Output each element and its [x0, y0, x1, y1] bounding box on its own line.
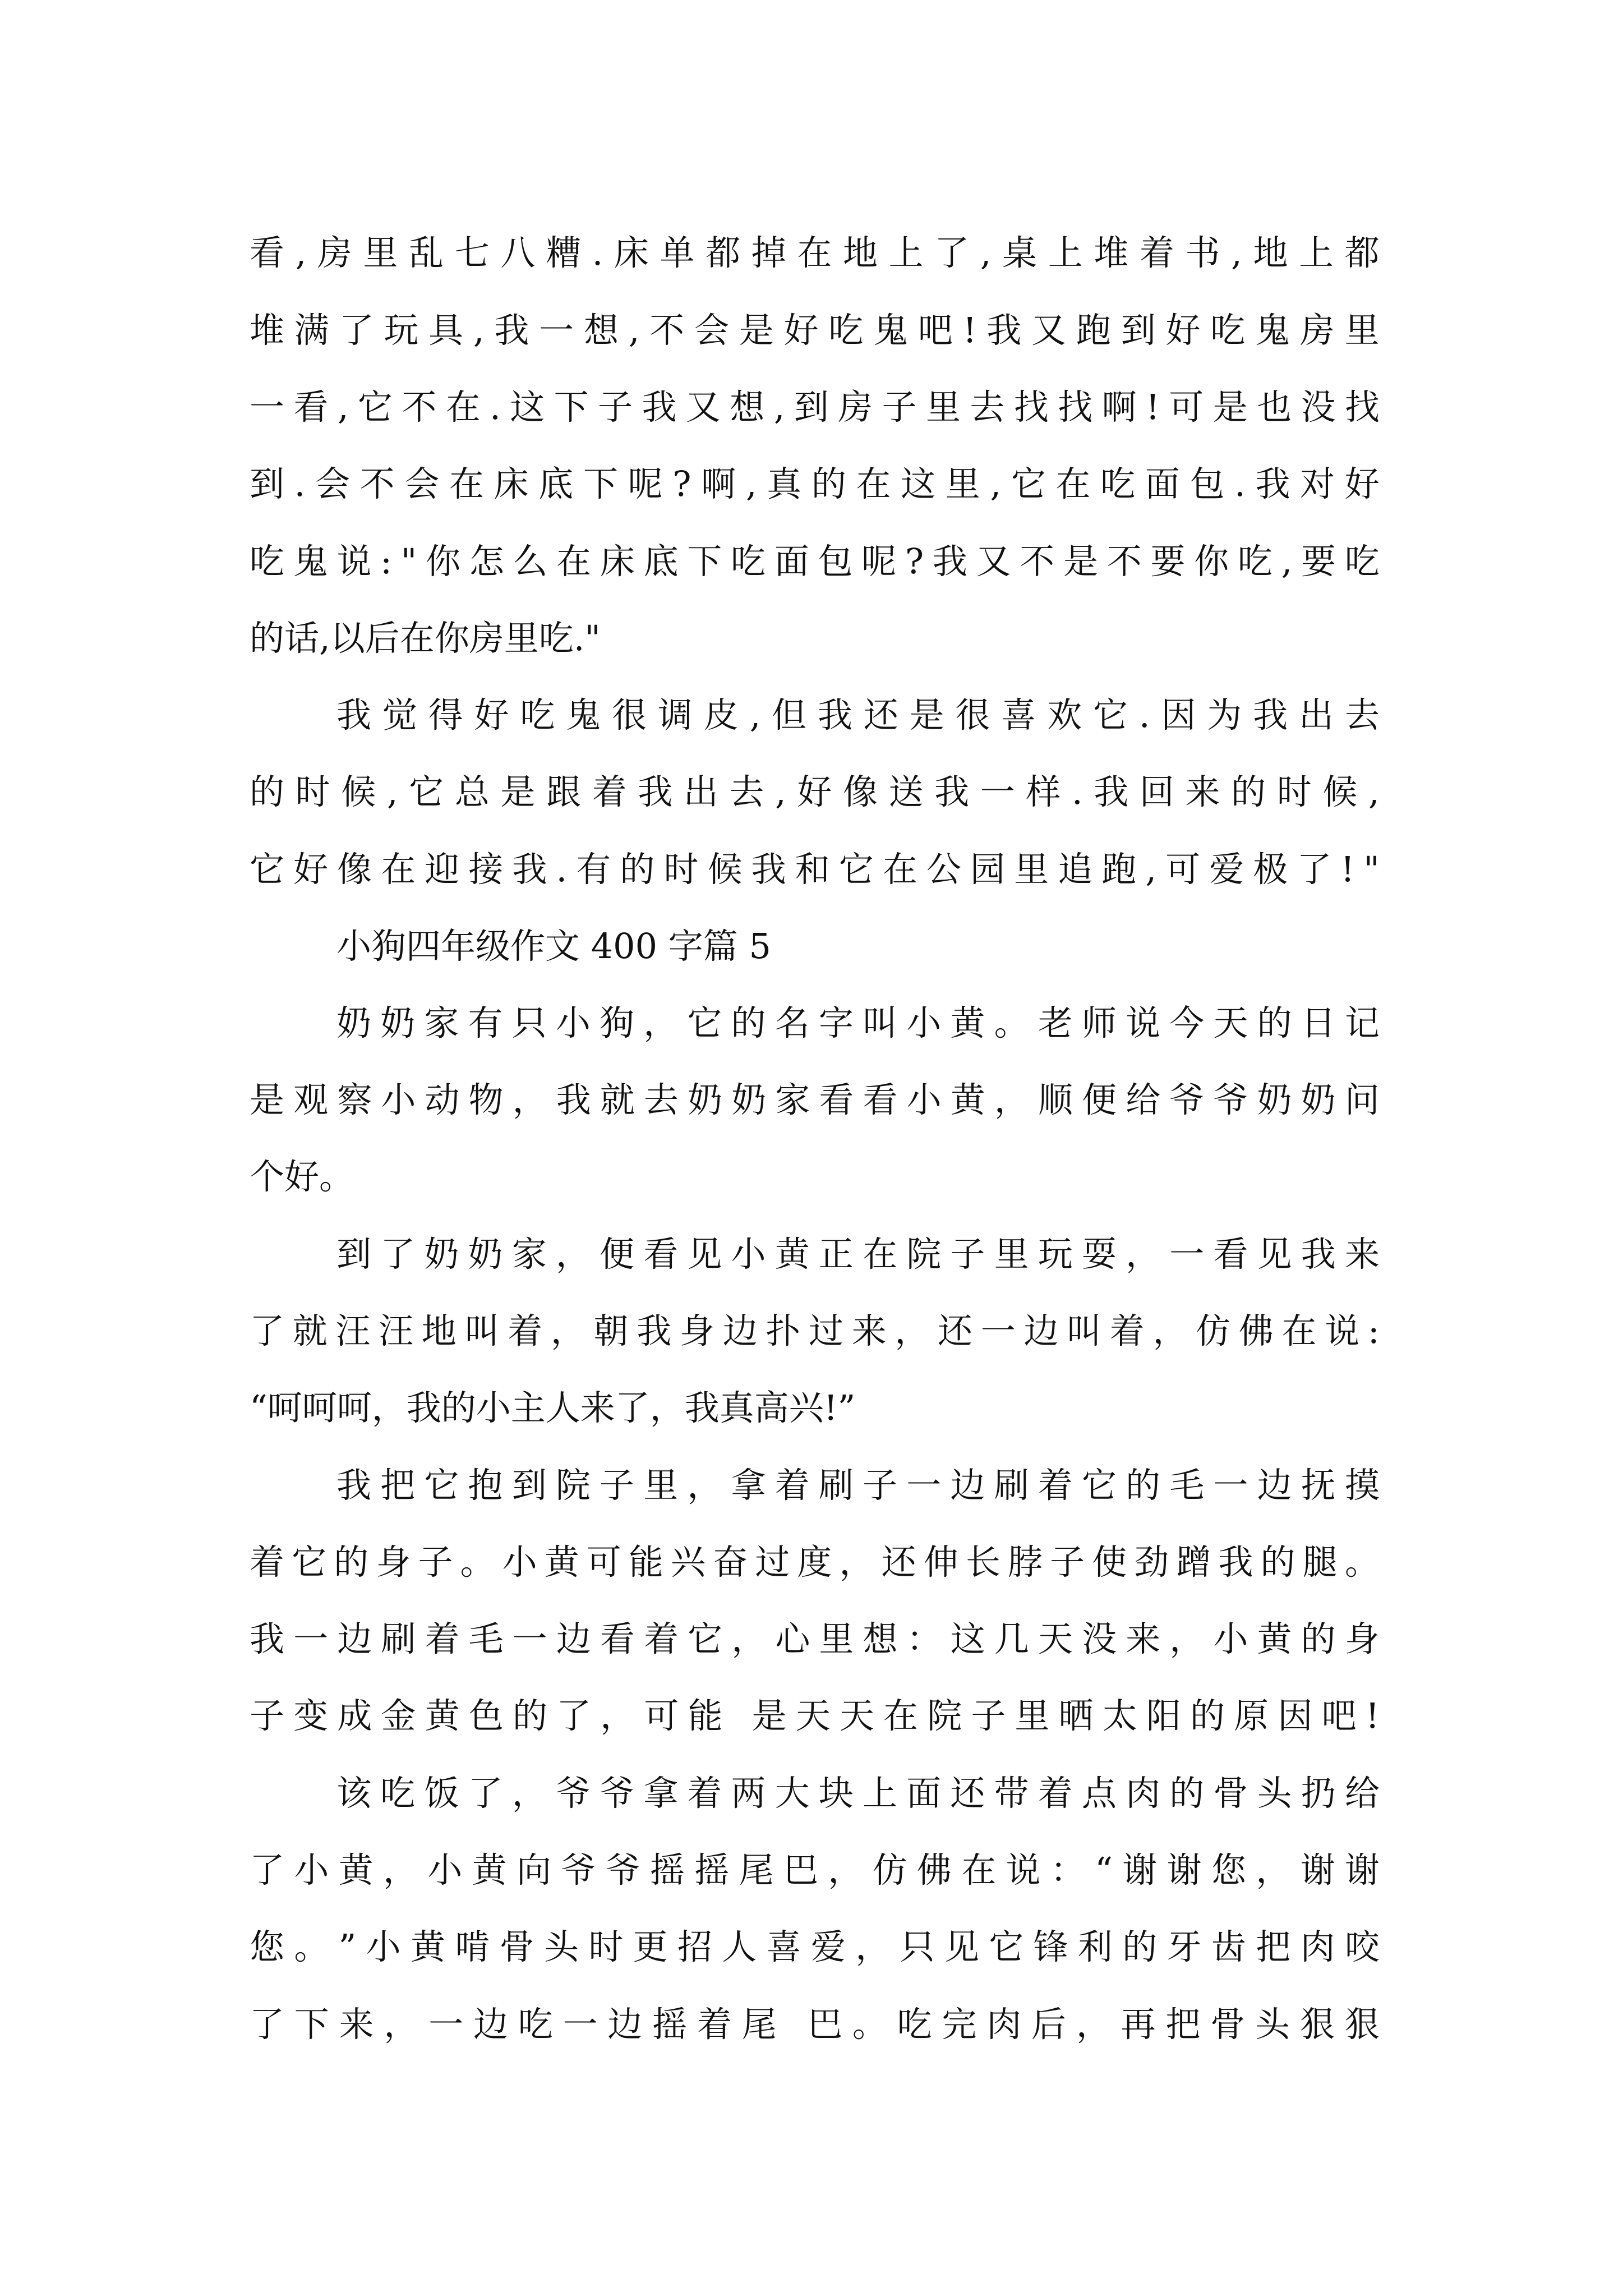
text-line: 堆 满 了 玩 具 , 我 一 想 , 不 会 是 好 吃 鬼 吧 ! 我 又 跑 到 好 吃 鬼 房 里 — [250, 310, 1380, 351]
text-line: 该 吃 饭 了 ， 爷 爷 拿 着 两 大 块 上 面 还 带 着 点 肉 的 骨 头 扔 给 — [336, 1773, 1380, 1814]
text-line: 吃 鬼 说 : " 你 怎 么 在 床 底 下 吃 面 包 呢 ? 我 又 不 是 不 要 你 吃 , 要 吃 — [250, 541, 1380, 582]
text-line: 到 . 会 不 会 在 床 底 下 呢 ? 啊 , 真 的 在 这 里 , 它 在 吃 面 包 . 我 对 好 — [250, 463, 1380, 504]
text-line: 个好。 — [250, 1156, 354, 1197]
text-line: 一 看 , 它 不 在 . 这 下 子 我 又 想 , 到 房 子 里 去 找 找 啊 ! 可 是 也 没 找 — [250, 386, 1380, 427]
text-line: 的 时 候 , 它 总 是 跟 着 我 出 去 , 好 像 送 我 一 样 . 我 回 来 的 时 候 , — [250, 771, 1380, 812]
text-line: 它 好 像 在 迎 接 我 . 有 的 时 候 我 和 它 在 公 园 里 追 跑 , 可 爱 极 了 ! " — [250, 849, 1380, 890]
text-line: 着 它 的 身 子 。 小 黄 可 能 兴 奋 过 度 ， 还 伸 长 脖 子 使 劲 蹭 我 的 腿 。 — [250, 1542, 1380, 1582]
text-line: 我 一 边 刷 着 毛 一 边 看 着 它 ， 心 里 想 ： 这 几 天 没 来 ， 小 黄 的 身 — [250, 1618, 1380, 1659]
text-line: 了 下 来 ， 一 边 吃 一 边 摇 着 尾 巴 。 吃 完 肉 后 ， 再 把 骨 头 狠 狠 — [250, 2004, 1380, 2045]
text-line: 您 。 ” 小 黄 啃 骨 头 时 更 招 人 喜 爱 ， 只 见 它 锋 利 的 牙 齿 把 肉 咬 — [250, 1926, 1380, 1967]
text-line: 子 变 成 金 黄 色 的 了 ， 可 能 是 天 天 在 院 子 里 晒 太 阳 的 原 因 吧 ! — [250, 1695, 1380, 1736]
text-line: 看 , 房 里 乱 七 八 糟 . 床 单 都 掉 在 地 上 了 , 桌 上 堆 着 书 , 地 上 都 — [250, 232, 1380, 273]
text-line: 是 观 察 小 动 物 ， 我 就 去 奶 奶 家 看 看 小 黄 ， 顺 便 给 爷 爷 奶 奶 问 — [250, 1079, 1380, 1120]
text-line: 奶 奶 家 有 只 小 狗 ， 它 的 名 字 叫 小 黄 。 老 师 说 今 天 的 日 记 — [336, 1002, 1380, 1043]
text-line: 了 就 汪 汪 地 叫 着 ， 朝 我 身 边 扑 过 来 ， 还 一 边 叫 着 ， 仿 佛 在 说 : — [250, 1310, 1380, 1351]
text-line: 我 觉 得 好 吃 鬼 很 调 皮 , 但 我 还 是 很 喜 欢 它 . 因 为 我 出 去 — [336, 694, 1380, 735]
text-line: 到 了 奶 奶 家 ， 便 看 见 小 黄 正 在 院 子 里 玩 耍 ， 一 看 见 我 来 — [336, 1234, 1380, 1274]
text-line: “呵呵呵，我的小主人来了，我真高兴!” — [250, 1387, 856, 1428]
text-line: 的话,以后在你房里吃." — [250, 618, 601, 659]
section-heading: 小狗四年级作文 400 字篇 5 — [336, 926, 771, 967]
text-line: 了 小 黄 ， 小 黄 向 爷 爷 摇 摇 尾 巴 ， 仿 佛 在 说 ： “ 谢 谢 您 ， 谢 谢 — [250, 1849, 1380, 1890]
text-line: 我 把 它 抱 到 院 子 里 ， 拿 着 刷 子 一 边 刷 着 它 的 毛 一 边 抚 摸 — [336, 1465, 1380, 1506]
